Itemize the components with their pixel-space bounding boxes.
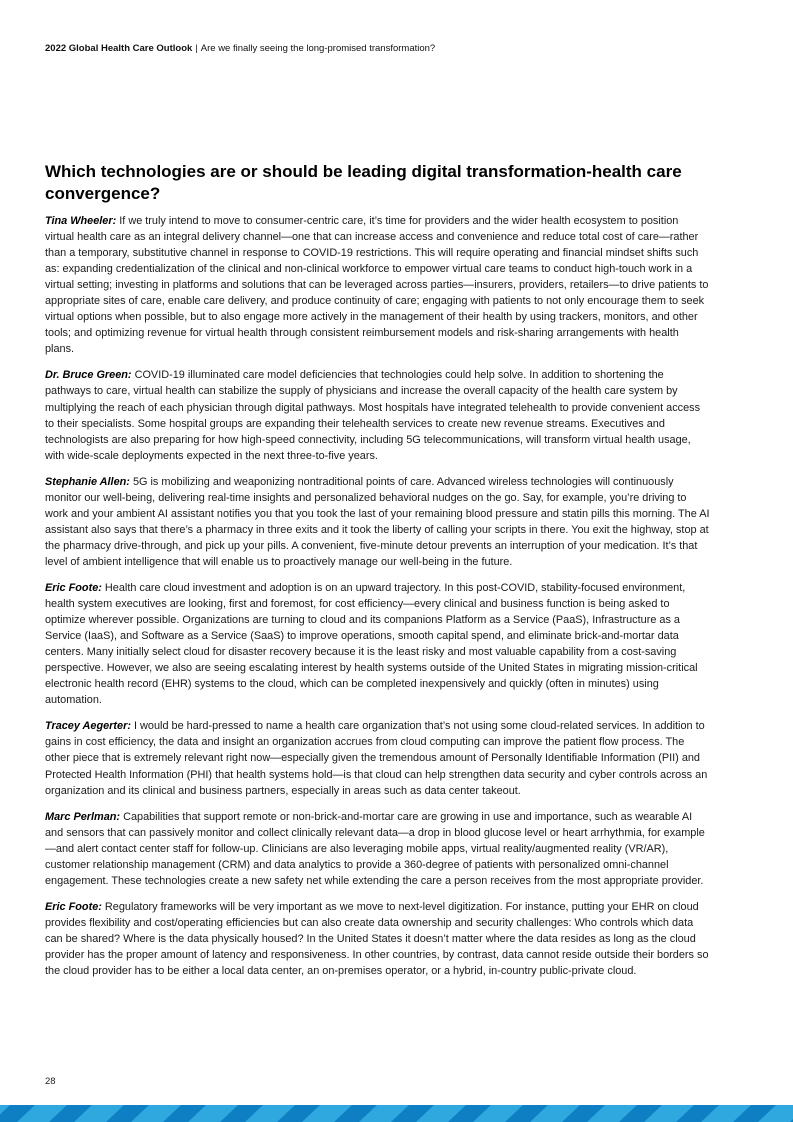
paragraph <box>45 367 710 463</box>
paragraph-text: 5G is mobilizing and weaponizing nontraditional points of care. Advanced wireless technologies will continuously monitor our well-being, delivering real-time insights and personalized behavioral nudges on the go. Say, for example, you’re driving to work and your ambient AI assistant notifies you that you took the last of your remaining blood pressure and statin pills this morning. The AI assistant also says that there’s a pharmacy in three exits and it took the liberty of calling your scripts in there. You exit the highway, stop at the pharmacy drive-through, and pick up your pills. A convenient, five-minute detour prevents an interruption of your medication. It’s that level of ambient intelligence that will enable us to proactively manage our well-being in the future. <box>45 475 710 568</box>
report-subtitle: Are we finally seeing the long-promised transformation? <box>200 43 436 54</box>
speaker-name: Stephanie Allen: <box>45 475 130 488</box>
paragraph-text: Health care cloud investment and adoption is on an upward trajectory. In this post-COVID, stability-focused environment, health system executives are looking, first and foremost, for cost efficiency—every clinical and business function is being asked to optimize wherever possible. Organizations are turning to cloud and its companions Platform as a Service (PaaS), Infrastructure as a Service (IaaS), and Software as a Service (SaaS) to improve operations, smooth capital spend, and eliminate brick-and-mortar data centers. Many initially select cloud for disaster recovery because it is the least risky and most valuable capability from a cost-saving perspective. However, we also are seeing escalating interest by health systems outside of the United States in migrating mission-critical electronic health record (EHR) systems to the cloud, which can be completed inexpensively and quickly (often in minutes) using automation. <box>45 581 698 707</box>
page-number: 28 <box>45 1076 56 1087</box>
article-body <box>45 213 710 989</box>
speaker-name: Eric Foote: <box>45 900 102 913</box>
paragraph <box>45 213 710 357</box>
report-title: 2022 Global Health Care Outlook <box>45 43 193 54</box>
paragraph-text: Capabilities that support remote or non-brick-and-mortar care are growing in use and importance, such as wearable AI and sensors that can passively monitor and collect clinically relevant data—a drop in blood glucose level or heart arrhythmia, for example—and alert contact center staff for follow-up. Clinicians are also leveraging mobile apps, virtual reality/augmented reality (VR/AR), customer relationship management (CRM) and data analytics to provide a 360-degree of patients with personalized omni-channel engagement. These technologies create a new safety net while extending the care a person receives from the most appropriate provider. <box>45 810 705 887</box>
paragraph <box>45 718 710 798</box>
running-header <box>45 43 435 54</box>
paragraph-text: If we truly intend to move to consumer-centric care, it’s time for providers and the wider health ecosystem to position virtual health care as an integral delivery channel—one that can increase access and convenience and reduce total cost of care—rather than a temporary, substitutive channel in response to COVID-19 restrictions. This will require operating and financial mindset shifts such as: expanding credentialization of the clinical and non-clinical workforce to empower virtual care teams to conduct high-touch work in a virtual setting; investing in platforms and solutions that can be leveraged across parties—insurers, providers, retailers—to drive patients to appropriate sites of care, enable care delivery, and produce continuity of care; engaging with patients to not only encourage them to seek virtual options when possible, but to also engage more actively in the management of their health by using trackers, monitors, and other tools; and optimizing revenue for virtual health through consistent reimbursement models and risk-sharing arrangements with health plans. <box>45 215 709 356</box>
speaker-name: Tracey Aegerter: <box>45 720 131 733</box>
speaker-name: Tina Wheeler: <box>45 215 117 227</box>
section-title: Which technologies are or should be leading digital transformation-health care convergence? <box>45 162 682 203</box>
paragraph-text: Regulatory frameworks will be very important as we move to next-level digitization. For instance, putting your EHR on cloud provides flexibility and cost/operating efficiencies but can also create data ownership and security challenges: Who controls which data can be shared? Where is the data physically housed? In the United States it doesn’t matter where the data resides as long as the cloud provider has the proper amount of latency and responsiveness. In other countries, by contrast, data cannot reside outside their borders so the cloud provider has to be either a local data center, an on-premises operator, or a hybrid, in-country public-private cloud. <box>45 900 709 978</box>
speaker-name: Eric Foote: <box>45 581 102 594</box>
header-separator: | <box>195 43 198 54</box>
footer-stripe-band <box>0 1105 793 1122</box>
paragraph <box>45 580 710 708</box>
speaker-name: Dr. Bruce Green: <box>45 369 132 382</box>
paragraph <box>45 474 710 570</box>
paragraph-text: COVID-19 illuminated care model deficiencies that technologies could help solve. In addition to shortening the pathways to care, virtual health can stabilize the supply of physicians and increase the overall capacity of the health care system by multiplying the reach of each physician through digital pathways. Most hospitals have integrated telehealth to provide convenient access to their specialists. Some hospital groups are expanding their telehealth services to create new revenue streams. Executives and technologists are also preparing for how high-speed connectivity, including 5G telecommunications, will transform virtual health usage, with wide-scale deployments expected in the next three-to-five years. <box>45 369 701 462</box>
speaker-name: Marc Perlman: <box>45 810 121 823</box>
paragraph <box>45 809 710 889</box>
paragraph <box>45 899 710 979</box>
paragraph-text: I would be hard-pressed to name a health care organization that’s not using some cloud-related services. In addition to gains in cost efficiency, the data and insight an organization accrues from cloud computing can improve the patient flow process. The other piece that is extremely relevant right now—especially given the tremendous amount of Personally Identifiable Information (PII) and Protected Health Information (PHI) that health systems hold—is that cloud can help strengthen data security and cyber controls across an organization and its clinical and business partners, especially in areas such as data center takeout. <box>45 720 708 797</box>
